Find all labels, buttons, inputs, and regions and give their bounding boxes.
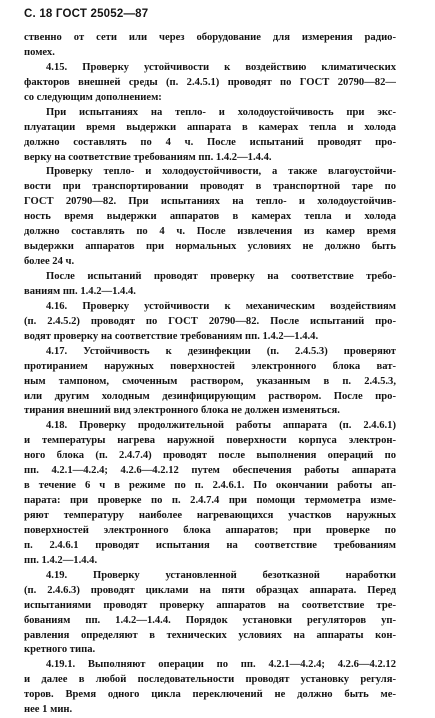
text-line: 4.18. Проверку продолжительной работы аппарата (п. 2.4.6.1) — [46, 420, 396, 432]
text-line: Проверку тепло- и холодоустойчивости, а также влагоустойчи- — [46, 166, 396, 178]
text-line: испытаниями проводят проверку аппаратов на соответствие тре- — [24, 599, 396, 611]
text-line: помех. — [24, 46, 55, 58]
text-line: ным тампоном, смоченным раствором, указанным в п. 2.4.5.3, — [24, 375, 396, 387]
text-line: ственно от сети или через оборудование для измерения радио- — [24, 32, 396, 43]
text-line: или другим холодным дезинфицирующим раствором. После про- — [24, 390, 396, 402]
page-header — [24, 8, 148, 20]
text-line: ГОСТ 20790—82. При испытаниях на тепло- и холодоустойчив- — [24, 196, 396, 208]
text-line: плуатации время выдержки аппарата в камерах тепла и холода — [24, 121, 396, 133]
text-line: равления определяют в технических условиях на аппараты кон- — [24, 629, 396, 641]
text-line: парата: при проверке по п. 2.4.7.4 при помощи термометра изме- — [24, 495, 396, 507]
document-body — [24, 31, 396, 718]
text-line: верку на соответствие требованиям пп. 1.4.2—1.4.4. — [24, 151, 272, 163]
text-line: более 24 ч. — [24, 256, 75, 268]
text-line: и температуры нагрева наружной поверхности корпуса электрон- — [24, 435, 396, 447]
text-line: 4.19.1. Выполняют операции по пп. 4.2.1—4.2.4; 4.2.6—4.2.12 — [46, 659, 396, 671]
text-line: в течение 6 ч в режиме по п. 2.4.6.1. По окончании работы ап- — [24, 480, 396, 492]
page-header-mark: С. — [24, 8, 36, 20]
text-line: должно составлять по 4 ч. После извлечения из камер время — [24, 226, 396, 238]
text-line: нее 1 мин. — [24, 704, 73, 716]
standard-code: ГОСТ 25052—87 — [55, 8, 149, 20]
text-line: После испытаний проводят проверку на соответствие требо- — [46, 271, 396, 282]
text-line: протиранием наружных поверхностей электронного блока ват- — [24, 360, 396, 372]
text-line: ного блока (п. 2.4.7.4) проводят после выполнения операций по — [24, 450, 396, 462]
text-line: 4.17. Устойчивость к дезинфекции (п. 2.4.5.3) проверяют — [46, 345, 396, 357]
text-line: ность время выдержки аппаратов в камерах тепла и холода — [24, 211, 396, 223]
text-line: п. 2.4.6.1 проводят испытания на соответствие требованиям — [24, 539, 396, 551]
text-line: 4.19. Проверку установленной безотказной наработки — [46, 569, 396, 581]
text-line: кретного типа. — [24, 644, 96, 656]
text-line: (п. 2.4.6.3) проводят циклами на пяти образцах аппарата. Перед — [24, 584, 396, 596]
text-line: бованиям пп. 1.4.2—1.4.4. Порядок установки регуляторов уп- — [24, 614, 396, 626]
text-line: 4.15. Проверку устойчивости к воздействию климатических — [46, 61, 396, 73]
text-line: пп. 4.2.1—4.2.4; 4.2.6—4.2.12 путем обеспечения работы аппарата — [24, 465, 396, 477]
text-line: торов. Время одного цикла переключений не должно быть ме- — [24, 689, 396, 701]
page-number: 18 — [39, 8, 53, 20]
text-line: При испытаниях на тепло- и холодоустойчивость при экс- — [46, 106, 396, 118]
text-line: и далее в любой последовательности проводят установку регуля- — [24, 674, 396, 686]
text-line: факторов внешней среды (п. 2.4.5.1) проводят по ГОСТ 20790—82— — [24, 76, 396, 88]
text-line: вости при транспортировании проводят в транспортной таре по — [24, 181, 396, 193]
text-line: (п. 2.4.5.2) проводят по ГОСТ 20790—82. После испытаний про- — [24, 315, 396, 327]
text-line: пп. 1.4.2—1.4.4. — [24, 554, 98, 566]
text-line: ваниям пп. 1.4.2—1.4.4. — [24, 285, 136, 297]
text-line: должно составлять по 4 ч. После испытаний проводят про- — [24, 136, 396, 148]
text-line: 4.16. Проверку устойчивости к механическим воздействиям — [46, 300, 396, 312]
text-line: водят проверку на соответствие требованиям пп. 1.4.2—1.4.4. — [24, 330, 319, 342]
text-line: тирания внешний вид электронного блока не должен изменяться. — [24, 405, 340, 417]
text-line: поверхностей электронного блока аппаратов; при проверке по — [24, 524, 396, 536]
text-line: выдержки аппаратов при нормальных условиях не должно быть — [24, 241, 396, 253]
text-line: ряют температуру наиболее нагревающихся участков наружных — [24, 510, 396, 521]
text-line: со следующим дополнением: — [24, 91, 162, 103]
